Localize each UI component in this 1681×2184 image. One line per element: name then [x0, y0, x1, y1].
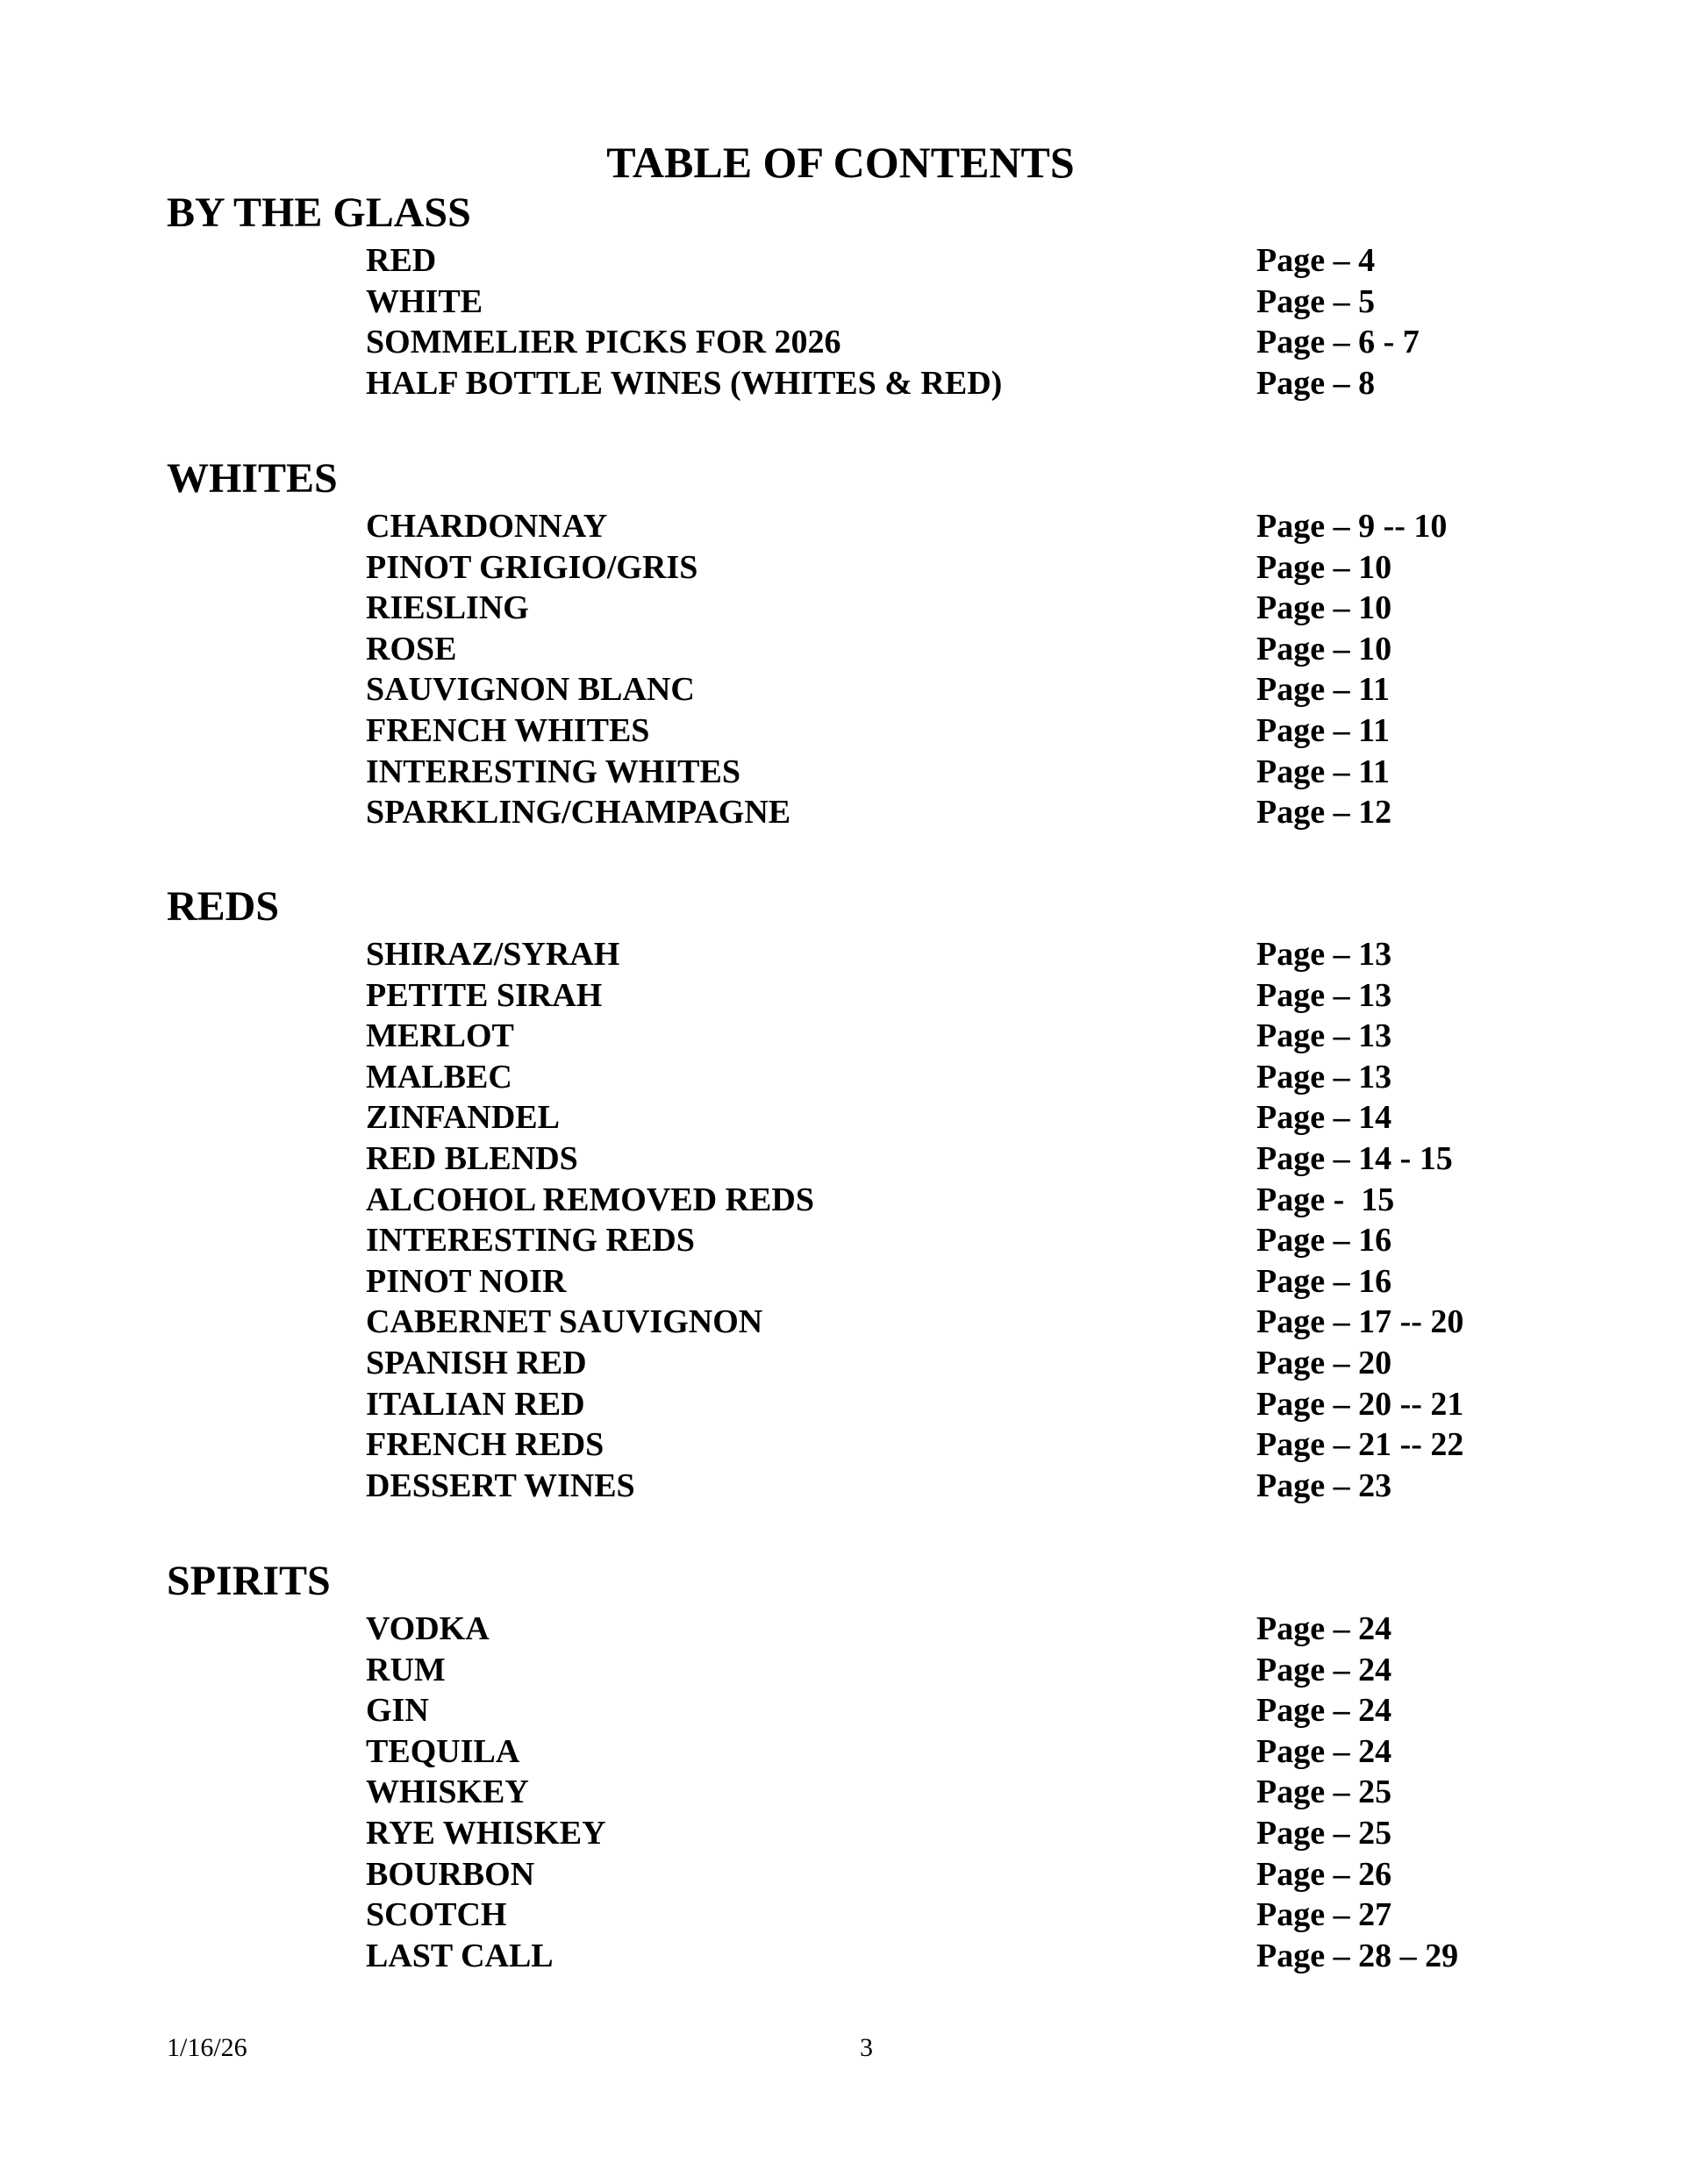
toc-entry-page: Page – 13 — [1256, 936, 1392, 973]
toc-entry-label: FRENCH REDS — [366, 1426, 604, 1464]
section-heading: WHITES — [167, 455, 338, 502]
toc-entry-page: Page – 11 — [1256, 671, 1390, 709]
toc-entry — [0, 1097, 1681, 1138]
toc-entry — [0, 506, 1681, 547]
toc-entry — [0, 1302, 1681, 1343]
toc-entry-label: MALBEC — [366, 1058, 512, 1096]
toc-entry — [0, 975, 1681, 1017]
toc-entry-page: Page – 25 — [1256, 1774, 1392, 1811]
toc-entry — [0, 1343, 1681, 1384]
section-whites — [0, 452, 1681, 833]
toc-entry-page: Page – 21 -- 22 — [1256, 1426, 1464, 1464]
toc-entry-page: Page – 8 — [1256, 364, 1376, 402]
toc-entry-label: SPARKLING/CHAMPAGNE — [366, 794, 791, 831]
toc-entry-page: Page – 26 — [1256, 1855, 1392, 1893]
footer-date: 1/16/26 — [167, 2033, 247, 2062]
toc-entry-label: PINOT GRIGIO/GRIS — [366, 548, 698, 586]
toc-entry — [0, 322, 1681, 363]
toc-entry-label: SCOTCH — [366, 1896, 507, 1934]
toc-entry-page: Page – 20 -- 21 — [1256, 1385, 1464, 1423]
toc-entry — [0, 1057, 1681, 1098]
toc-entry — [0, 588, 1681, 629]
toc-entry-label: RIESLING — [366, 589, 529, 627]
toc-entry — [0, 1261, 1681, 1303]
toc-entry-page: Page – 24 — [1256, 1610, 1392, 1647]
toc-entry — [0, 1220, 1681, 1261]
toc-entry-label: DESSERT WINES — [366, 1467, 635, 1504]
toc-entry-page: Page – 14 - 15 — [1256, 1139, 1453, 1177]
toc-entry-label: SAUVIGNON BLANC — [366, 671, 695, 709]
toc-entry-page: Page – 11 — [1256, 753, 1390, 790]
toc-entry-page: Page – 5 — [1256, 282, 1376, 320]
toc-entry — [0, 1936, 1681, 1977]
toc-entry — [0, 1424, 1681, 1466]
toc-entry — [0, 752, 1681, 793]
toc-entry-label: FRENCH WHITES — [366, 711, 650, 749]
toc-entry — [0, 792, 1681, 833]
toc-entry-label: GIN — [366, 1692, 429, 1730]
toc-entry-label: CABERNET SAUVIGNON — [366, 1303, 763, 1341]
toc-entry — [0, 710, 1681, 752]
toc-entry — [0, 547, 1681, 589]
toc-entry-label: ALCOHOL REMOVED REDS — [366, 1181, 814, 1218]
toc-entry — [0, 1813, 1681, 1854]
toc-entry — [0, 1016, 1681, 1057]
toc-entry-page: Page – 10 — [1256, 630, 1392, 667]
toc-entry-label: RYE WHISKEY — [366, 1814, 606, 1852]
toc-entry — [0, 1384, 1681, 1425]
toc-entry — [0, 1650, 1681, 1691]
page-title: TABLE OF CONTENTS — [606, 138, 1075, 187]
toc-entry-page: Page – 4 — [1256, 242, 1376, 279]
toc-entry-page: Page – 25 — [1256, 1814, 1392, 1852]
toc-entry-label: SPANISH RED — [366, 1344, 587, 1381]
entry-list — [0, 240, 1681, 403]
toc-entry-label: WHITE — [366, 282, 483, 320]
footer-page-number: 3 — [860, 2033, 873, 2062]
toc-entry — [0, 240, 1681, 282]
toc-entry-page: Page – 10 — [1256, 548, 1392, 586]
toc-entry-label: PINOT NOIR — [366, 1262, 567, 1300]
toc-entry-label: INTERESTING REDS — [366, 1222, 695, 1260]
toc-entry — [0, 1180, 1681, 1221]
toc-entry-page: Page – 13 — [1256, 1017, 1392, 1055]
entry-list — [0, 506, 1681, 833]
toc-entry-page: Page – 6 - 7 — [1256, 324, 1420, 361]
toc-entry-label: PETITE SIRAH — [366, 976, 603, 1014]
toc-entry — [0, 1138, 1681, 1180]
toc-entry-page: Page – 14 — [1256, 1099, 1392, 1137]
toc-entry-page: Page – 16 — [1256, 1222, 1392, 1260]
toc-entry-label: BOURBON — [366, 1855, 535, 1893]
toc-entry-label: ROSE — [366, 630, 457, 667]
toc-entry — [0, 282, 1681, 323]
toc-entry-page: Page – 28 – 29 — [1256, 1937, 1459, 1974]
toc-entry-page: Page – 17 -- 20 — [1256, 1303, 1464, 1341]
toc-entry — [0, 1854, 1681, 1895]
toc-entry-label: MERLOT — [366, 1017, 514, 1055]
toc-entry-label: VODKA — [366, 1610, 490, 1647]
toc-entry-page: Page – 10 — [1256, 589, 1392, 627]
toc-entry-label: ITALIAN RED — [366, 1385, 585, 1423]
toc-entry-label: SOMMELIER PICKS FOR 2026 — [366, 324, 841, 361]
toc-entry-page: Page - 15 — [1256, 1181, 1395, 1218]
toc-entry-page: Page – 20 — [1256, 1344, 1392, 1381]
toc-entry — [0, 669, 1681, 710]
toc-entry-label: TEQUILA — [366, 1732, 520, 1770]
toc-entry-page: Page – 16 — [1256, 1262, 1392, 1300]
toc-entry-page: Page – 9 -- 10 — [1256, 508, 1448, 545]
section-spirits — [0, 1554, 1681, 1976]
toc-entry-label: RED BLENDS — [366, 1139, 578, 1177]
toc-entry — [0, 629, 1681, 670]
toc-entry-label: SHIRAZ/SYRAH — [366, 936, 620, 973]
toc-entry — [0, 1772, 1681, 1813]
toc-entry-label: LAST CALL — [366, 1937, 554, 1974]
toc-entry-label: CHARDONNAY — [366, 508, 608, 545]
toc-entry-label: WHISKEY — [366, 1774, 529, 1811]
section-heading: REDS — [167, 883, 280, 930]
toc-entry-label: ZINFANDEL — [366, 1099, 560, 1137]
toc-entry-page: Page – 13 — [1256, 1058, 1392, 1096]
toc-entry-page: Page – 13 — [1256, 976, 1392, 1014]
toc-entry — [0, 1731, 1681, 1773]
section-reds — [0, 880, 1681, 1506]
toc-entry-page: Page – 11 — [1256, 711, 1390, 749]
toc-entry — [0, 363, 1681, 404]
toc-entry-label: RED — [366, 242, 437, 279]
toc-entry — [0, 1895, 1681, 1936]
toc-entry-label: INTERESTING WHITES — [366, 753, 740, 790]
entry-list — [0, 934, 1681, 1506]
toc-entry-page: Page – 24 — [1256, 1651, 1392, 1688]
toc-entry-label: RUM — [366, 1651, 446, 1688]
section-by-the-glass — [0, 186, 1681, 403]
toc-entry-page: Page – 23 — [1256, 1467, 1392, 1504]
section-heading: BY THE GLASS — [167, 189, 471, 236]
toc-entry — [0, 934, 1681, 975]
entry-list — [0, 1609, 1681, 1976]
toc-entry-page: Page – 24 — [1256, 1732, 1392, 1770]
toc-entry — [0, 1466, 1681, 1507]
toc-entry — [0, 1690, 1681, 1731]
section-heading: SPIRITS — [167, 1558, 331, 1604]
toc-entry-page: Page – 27 — [1256, 1896, 1392, 1934]
toc-entry-page: Page – 12 — [1256, 794, 1392, 831]
toc-entry-page: Page – 24 — [1256, 1692, 1392, 1730]
toc-entry — [0, 1609, 1681, 1650]
toc-entry-label: HALF BOTTLE WINES (WHITES & RED) — [366, 364, 1003, 402]
